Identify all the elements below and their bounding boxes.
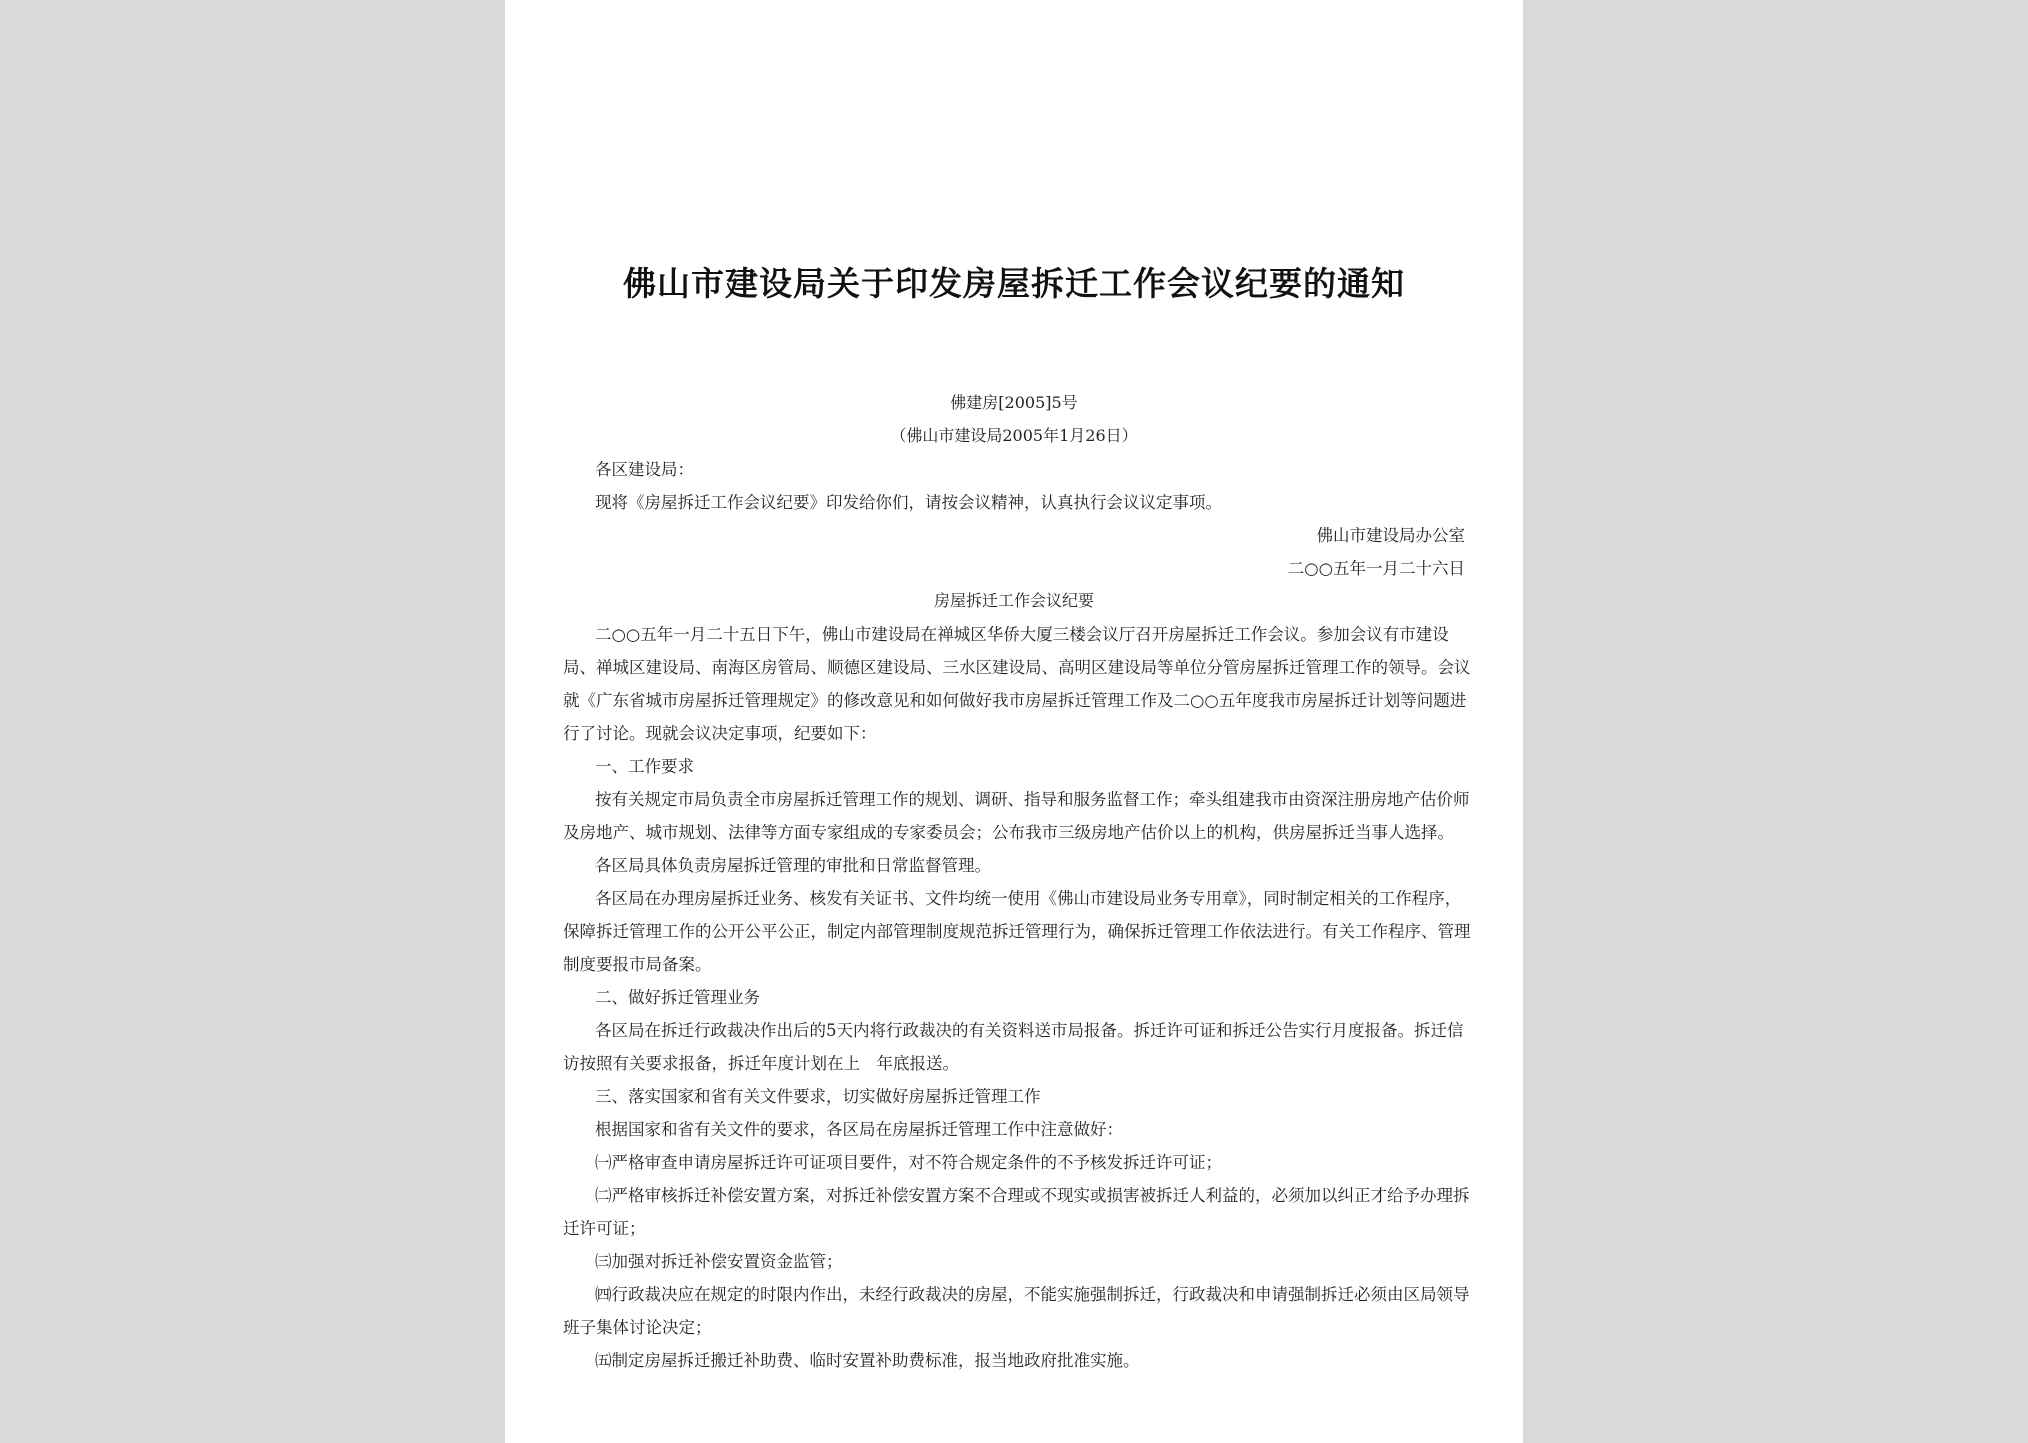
body-line: 根据国家和省有关文件的要求，各区局在房屋拆迁管理工作中注意做好： (595, 1120, 1123, 1139)
body-line: 各区局具体负责房屋拆迁管理的审批和日常监督管理。 (595, 856, 991, 875)
body-line: 保障拆迁管理工作的公开公平公正，制定内部管理制度规范拆迁管理行为，确保拆迁管理工作依法进行。有关工作程序、管理 (563, 922, 1471, 941)
body-line: 班子集体讨论决定； (563, 1318, 712, 1337)
list-item: ㈣行政裁决应在规定的时限内作出，未经行政裁决的房屋，不能实施强制拆迁，行政裁决和申请强制拆迁必须由区局领导 (595, 1285, 1470, 1304)
section-heading: 二、做好拆迁管理业务 (595, 988, 760, 1007)
body-line: 局、禅城区建设局、南海区房管局、顺德区建设局、三水区建设局、高明区建设局等单位分管房屋拆迁管理工作的领导。会议 (563, 658, 1471, 677)
section-heading: 一、工作要求 (595, 757, 694, 776)
document-title: 佛山市建设局关于印发房屋拆迁工作会议纪要的通知 (623, 264, 1405, 303)
list-item: ㈢加强对拆迁补偿安置资金监管； (595, 1252, 843, 1271)
signature-org: 佛山市建设局办公室 (1316, 526, 1465, 545)
section-heading: 三、落实国家和省有关文件要求，切实做好房屋拆迁管理工作 (595, 1087, 1041, 1106)
list-item: ㈡严格审核拆迁补偿安置方案，对拆迁补偿安置方案不合理或不现实或损害被拆迁人利益的，必须加以纠正才给予办理拆 (595, 1186, 1470, 1205)
document-page (505, 0, 1523, 1443)
minutes-title: 房屋拆迁工作会议纪要 (933, 591, 1094, 610)
issuer-date: （佛山市建设局2005年1月26日） (890, 426, 1138, 445)
signature-date: 二○○五年一月二十六日 (1287, 559, 1465, 578)
body-line: 制度要报市局备案。 (563, 955, 712, 974)
intro-paragraph: 现将《房屋拆迁工作会议纪要》印发给你们，请按会议精神，认真执行会议议定事项。 (595, 493, 1222, 512)
body-line: 按有关规定市局负责全市房屋拆迁管理工作的规划、调研、指导和服务监督工作；牵头组建我市由资深注册房地产估价师 (595, 790, 1470, 809)
list-item: ㈠严格审查申请房屋拆迁许可证项目要件，对不符合规定条件的不予核发拆迁许可证； (595, 1153, 1222, 1172)
document-number: 佛建房[2005]5号 (950, 393, 1078, 412)
body-line: 各区局在拆迁行政裁决作出后的5天内将行政裁决的有关资料送市局报备。拆迁许可证和拆迁公告实行月度报备。拆迁信 (595, 1021, 1464, 1040)
body-line: 二○○五年一月二十五日下午，佛山市建设局在禅城区华侨大厦三楼会议厅召开房屋拆迁工作会议。参加会议有市建设 (595, 625, 1449, 644)
body-line: 就《广东省城市房屋拆迁管理规定》的修改意见和如何做好我市房屋拆迁管理工作及二○○五年度我市房屋拆迁计划等问题进 (563, 691, 1467, 710)
body-line: 迁许可证； (563, 1219, 646, 1238)
body-line: 各区局在办理房屋拆迁业务、核发有关证书、文件均统一使用《佛山市建设局业务专用章》，同时制定相关的工作程序， (595, 889, 1462, 908)
body-line: 及房地产、城市规划、法律等方面专家组成的专家委员会；公布我市三级房地产估价以上的机构，供房屋拆迁当事人选择。 (563, 823, 1454, 842)
body-line: 访按照有关要求报备，拆迁年度计划在上 年底报送。 (563, 1054, 959, 1073)
body-line: 行了讨论。现就会议决定事项，纪要如下： (563, 724, 877, 743)
list-item: ㈤制定房屋拆迁搬迁补助费、临时安置补助费标准，报当地政府批准实施。 (595, 1351, 1140, 1370)
salutation: 各区建设局： (595, 460, 694, 479)
